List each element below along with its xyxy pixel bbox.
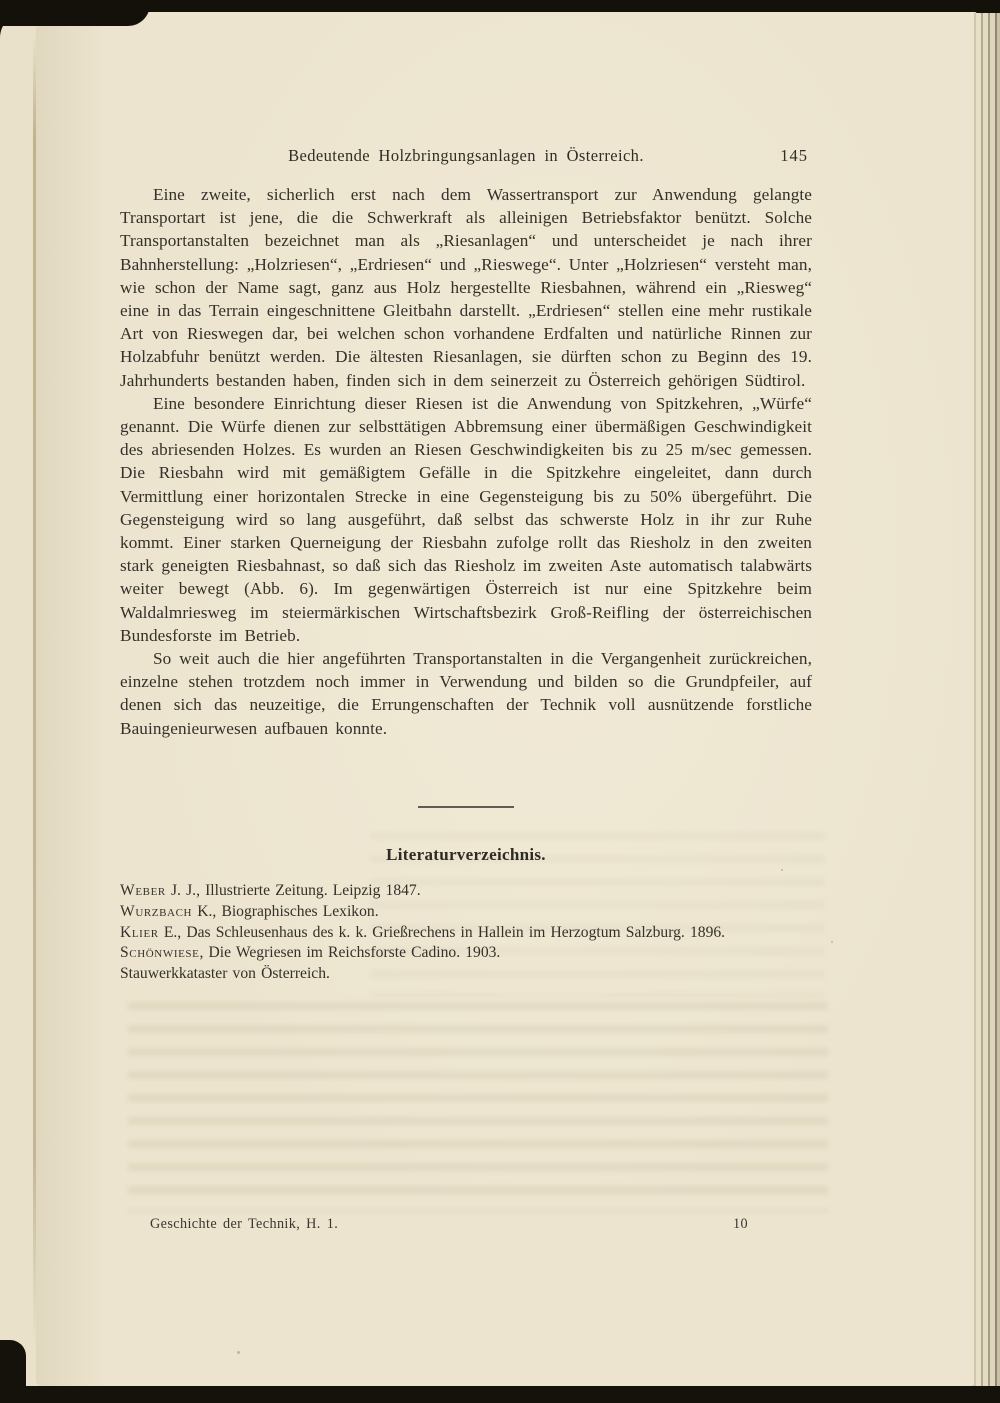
bibliography-list: [120, 881, 814, 985]
paper-speck: [237, 1351, 240, 1354]
author-name: Schönwiese: [120, 944, 200, 962]
entry-text: K., Biographisches Lexikon.: [192, 902, 379, 920]
scan-border-top: [0, 0, 1000, 12]
section-heading: Literaturverzeichnis.: [386, 845, 546, 864]
paper-speck: [781, 869, 783, 871]
entry-text: Stauwerkkataster von Österreich.: [120, 965, 330, 983]
paper-speck: [831, 941, 833, 943]
gutter-crease: [33, 34, 36, 1349]
bibliography-entry: [120, 964, 814, 985]
entry-text: , Die Wegriesen im Reichsforste Cadino. 1903.: [199, 944, 501, 962]
page-title: Bedeutende Holzbringungsanlagen in Österreich.: [288, 146, 644, 165]
bibliography-entry: [120, 943, 814, 964]
section-divider-rule: [418, 806, 514, 808]
paragraph: So weit auch die hier angeführten Transportanstalten in die Vergangenheit zurückreichen, einzelne stehen trotzdem noch immer in Verwendung und bilden so die Grundpfeiler, auf denen sich das neuzeitige, die Errungenschaften der Technik voll ausnützende forstliche Bauingenieurwesen aufbauen konnte.: [120, 649, 812, 738]
page-edge-stack: [974, 13, 1000, 1386]
scan-border-top-left: [0, 0, 150, 26]
running-head: [120, 146, 812, 168]
author-name: Wurzbach: [120, 902, 193, 920]
bibliography-entry: [120, 923, 814, 944]
scan-border-bottom-left: [0, 1340, 26, 1386]
page-footer: [150, 1216, 748, 1233]
entry-text: E., Das Schleusenhaus des k. k. Grießrechens in Hallein im Herzogtum Salzburg. 1896.: [158, 923, 726, 941]
running-title: Geschichte der Technik, H. 1.: [150, 1216, 339, 1232]
bibliography-entry: [120, 881, 814, 902]
paragraph: Eine zweite, sicherlich erst nach dem Wassertransport zur Anwendung gelangte Transportart ist jene, die die Schwerkraft als alleinigen Betriebsfaktor benützt. Solche Transportanstalten bezeichnet man als „Riesanlagen“ und unterscheidet je nach ihrer Bahnherstellung: „Holzriesen“, „Erdriesen“ und „Rieswege“. Unter „Holzriesen“ versteht man, wie schon der Name sagt, ganz aus Holz hergestellte Riesbahnen, während ein „Riesweg“ eine in das Terrain eingeschnittene Gleitbahn darstellt. „Erdriesen“ stellen eine mehr rustikale Art von Rieswegen dar, bei welchen schon vorhandene Erdfalten und natürliche Rinnen zur Holzabfuhr benützt werden. Die ältesten Riesanlagen, sie dürften schon zu Beginn des 19. Jahrhunderts bestanden haben, finden sich in dem seinerzeit zu Österreich gehörigen Südtirol.: [120, 185, 812, 390]
author-name: Weber: [120, 882, 166, 899]
body-text-block: [120, 183, 812, 808]
paragraph: Eine besondere Einrichtung dieser Riesen ist die Anwendung von Spitzkehren, „Würfe“ genannt. Die Würfe dienen zur selbsttätigen Abbremsung einer übermäßigen Geschwindigkeit des abriesenden Holzes. Es wurden an Riesen Geschwindigkeiten bis zu 25 m/sec gemessen. Die Riesbahn wird mit gemäßigtem Gefälle in die Spitzkehre eingeleitet, dann durch Vermittlung einer horizontalen Strecke in eine Gegensteigung bis zu 50% übergeführt. Die Gegensteigung wird so lang ausgeführt, daß selbst das schwerste Holz in ihr zur Ruhe kommt. Einer starken Querneigung der Riesbahn zufolge rollt das Riesholz in den zweiten stark geneigten Riesbahnast, so daß sich das Riesholz im zweiten Aste automatisch talabwärts weiter bewegt (Abb. 6). Im gegenwärtigen Österreich ist nur eine Spitzkehre beim Waldalmriesweg im steiermärkischen Wirtschaftsbezirk Groß-Reifling der österreichischen Bundesforste im Betrieb.: [120, 393, 812, 645]
scan-border-bottom: [0, 1386, 1000, 1403]
author-name: Klier: [120, 923, 159, 941]
entry-text: J. J., Illustrierte Zeitung. Leipzig 1847.: [165, 882, 421, 899]
page-number: 145: [780, 146, 808, 165]
signature-mark: 10: [733, 1216, 748, 1232]
bibliography-entry: [120, 902, 814, 923]
